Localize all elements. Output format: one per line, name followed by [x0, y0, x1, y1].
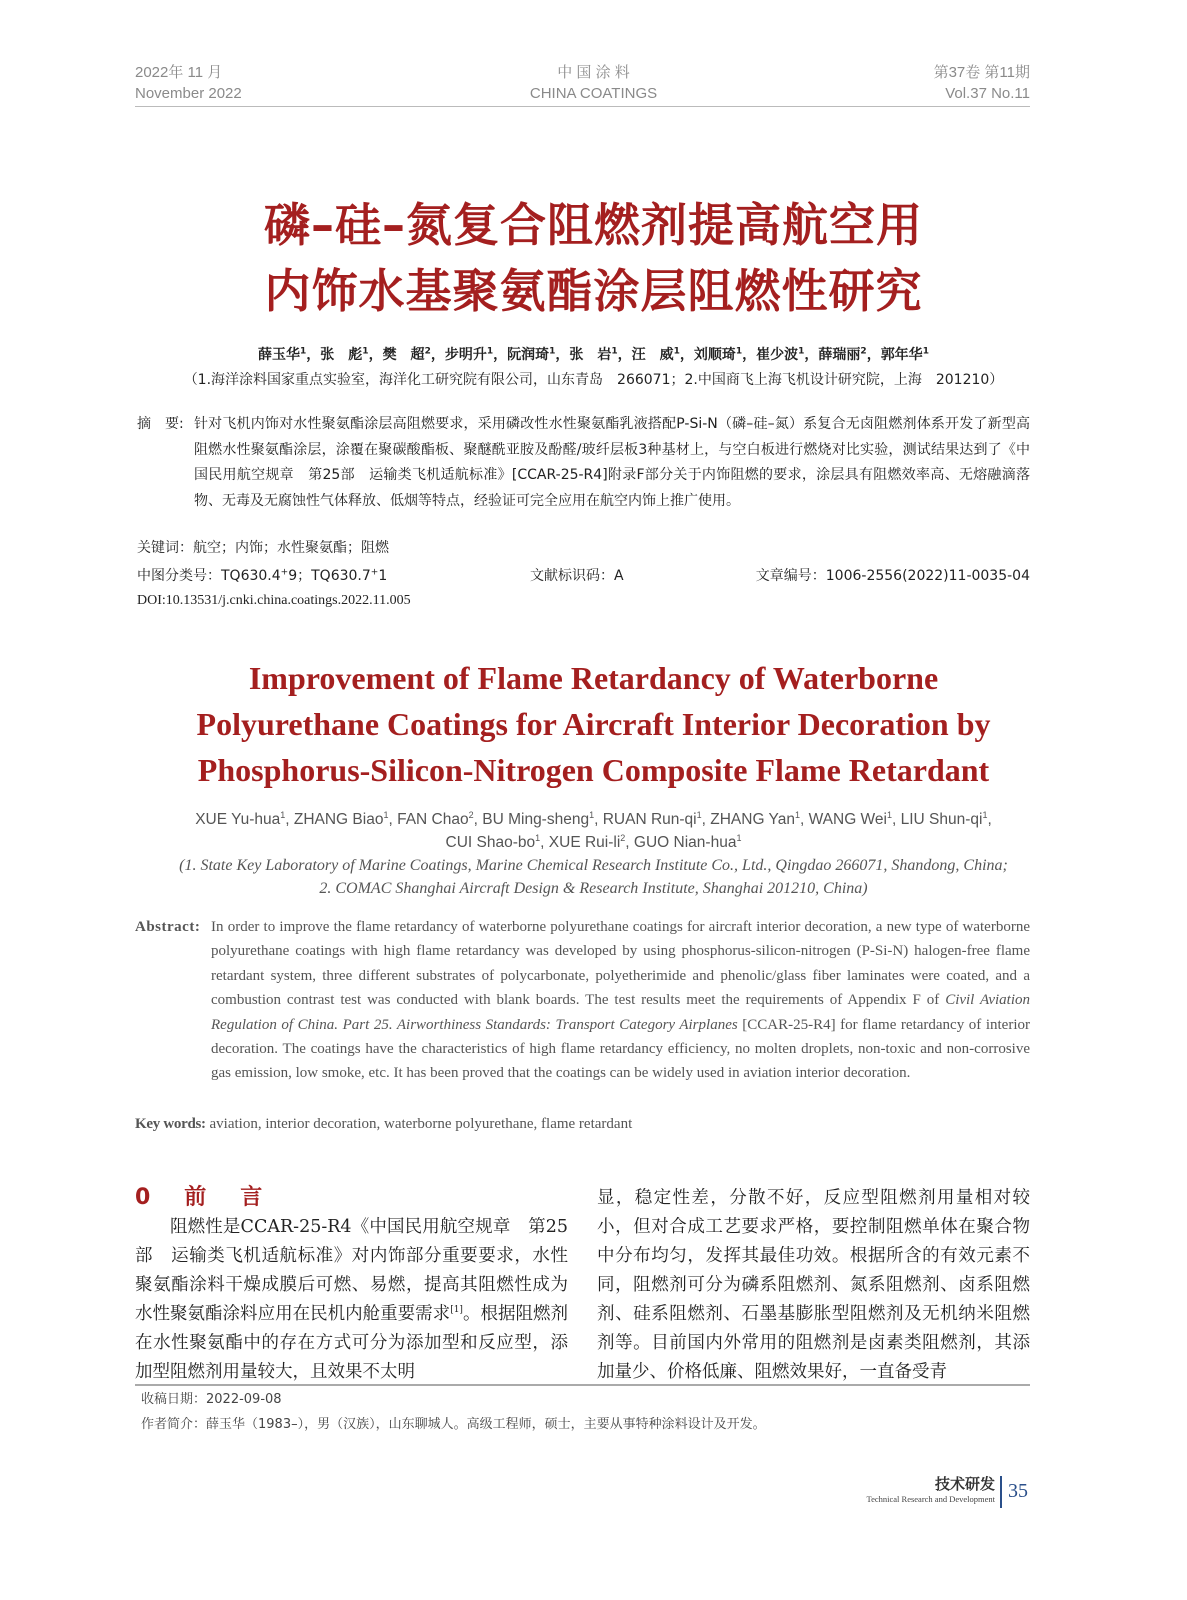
author — [634, 834, 742, 851]
clc-code: TQ630.4 — [221, 568, 281, 584]
author-name: 崔少波 — [756, 347, 799, 363]
cn-affiliation: （1.海洋涂料国家重点实验室，海洋化工研究院有限公司，山东青岛 266071；2.中国商飞上海飞机设计研究院，上海 201210） — [183, 372, 1004, 388]
author-affiliation-mark: 1 — [922, 346, 929, 357]
author-name: ZHANG Yan — [710, 811, 795, 828]
author-name: CUI Shao-bo — [445, 834, 536, 851]
cn-article-number: 文章编号：1006-2556(2022)11-0035-04 — [755, 568, 1030, 584]
author-affiliation-mark: 1 — [589, 809, 595, 820]
en-abstract-part: In order to improve the flame retardancy of waterborne polyurethane coatings for aircraft interior decoration, a new type of waterborne polyurethane coatings with high flame retardancy was developed by using phosphorus-silicon-nitrogen (P-Si-N) halogen-free flame retardant system, three different substrates of polycarbonate, polyetherimide and phenolic/glass fiber laminates were coated, and a combustion contrast test was conducted with blank boards. The test results meet the requirements of Appendix F of — [211, 919, 1030, 1009]
author-name: XUE Yu-hua — [195, 811, 281, 828]
cn-document-code: 文献标识码：A — [530, 568, 624, 584]
en-affiliation-line: (1. State Key Laboratory of Marine Coatings, Marine Chemical Research Institute Co., Ltd., Qingdao 266071, Shandong, China; — [179, 857, 1008, 874]
footnote-divider — [135, 1384, 1030, 1386]
body-text: 。根据阻燃剂在水性聚氨酯中的存在方式可分为添加型和反应型，添加型阻燃剂用量较大，且效果不太明 — [135, 1304, 568, 1382]
clc-sup: + — [370, 567, 379, 578]
en-keywords-text: aviation, interior decoration, waterborne polyurethane, flame retardant — [209, 1116, 633, 1132]
author: WANG Wei$^1$, — [808, 809, 901, 828]
en-abstract-citation: Civil Aviation Regulation of China. Part 25. Airworthiness Standards: Transport Category Airplanes — [211, 992, 1031, 1033]
section-heading: 0 前 言 — [135, 1185, 269, 1210]
cn-abstract — [137, 412, 1030, 514]
doi[interactable]: DOI:10.13531/j.cnki.china.coatings.2022.11.005 — [137, 593, 411, 608]
en-authors-line — [100, 831, 1087, 854]
author: 阮润琦$^1$， — [507, 346, 570, 363]
author-affiliation-mark: 1 — [794, 809, 800, 820]
author: 崔少波$^1$， — [756, 346, 819, 363]
footnote-received: 收稿日期：2022-09-08 — [141, 1392, 282, 1407]
cn-title — [100, 192, 1087, 324]
cn-keywords: 关键词：航空；内饰；水性聚氨酯；阻燃 — [137, 540, 389, 556]
author-name: 张 彪 — [320, 347, 363, 363]
author: 薛玉华$^1$， — [258, 346, 321, 363]
page-number: 35 — [1008, 1480, 1028, 1502]
en-abstract-part: [CCAR-25-R4] for flame retardancy of interior decoration. The coatings have the characteristics of high flame retardancy efficiency, no molten droplets, non-toxic and non-corrosive gas emission, low smoke, etc. It has been proved that the coatings can be widely used in aviation interior decoration. — [211, 1016, 1030, 1082]
footer-section — [866, 1474, 995, 1504]
author-affiliation-mark: 1 — [673, 346, 680, 357]
author: 步明升$^1$， — [444, 346, 508, 363]
author-name: 郭年华 — [880, 347, 923, 363]
cn-abstract-label: 摘 要: — [137, 416, 184, 432]
author-name: ZHANG Biao — [293, 811, 384, 828]
clc-label: 中图分类号： — [137, 568, 221, 584]
author-affiliation-mark: 1 — [798, 346, 805, 357]
en-title — [80, 655, 1107, 793]
en-title-line: Polyurethane Coatings for Aircraft Interior Decoration by — [196, 706, 991, 742]
author-name: RUAN Run-qi — [602, 811, 697, 828]
author-name: WANG Wei — [808, 811, 887, 828]
cn-title-line: 内饰水基聚氨酯涂层阻燃性研究 — [264, 264, 923, 318]
author-name: FAN Chao — [397, 811, 469, 828]
header-date-en: November 2022 — [135, 85, 242, 102]
en-keywords-label: Key words: — [135, 1116, 206, 1132]
en-affiliation — [100, 854, 1087, 900]
author-affiliation-mark: 2 — [424, 346, 431, 357]
en-abstract-text — [211, 915, 1030, 1086]
author: CUI Shao-$bo^1$, — [445, 832, 549, 851]
header-divider — [135, 106, 1030, 107]
citation-ref[interactable]: [1] — [450, 1305, 463, 1316]
en-title-line: Phosphorus-Silicon-Nitrogen Composite Flame Retardant — [197, 752, 990, 788]
author: 张 彪$^1$， — [320, 346, 383, 363]
author-affiliation-mark: 1 — [982, 809, 988, 820]
author-affiliation-mark: 1 — [362, 346, 369, 357]
author-affiliation-mark: 1 — [280, 809, 286, 820]
cn-clc — [137, 564, 387, 588]
author: BU Ming-sheng$^1$, — [482, 809, 603, 828]
author: 张 岩$^1$， — [569, 346, 632, 363]
author-name: 张 岩 — [569, 347, 612, 363]
author-affiliation-mark: 2 — [620, 832, 626, 843]
author: XUE Yu-hua$^1$, — [195, 809, 294, 828]
author-affiliation-mark: 1 — [735, 346, 743, 357]
author: 薛瑞丽$^2$， — [818, 346, 881, 363]
clc-sup: + — [280, 567, 289, 578]
author-name: 步明升 — [444, 347, 487, 363]
author-affiliation-mark: 2 — [468, 809, 474, 820]
author-name: 薛瑞丽 — [818, 347, 861, 363]
author-name: LIU Shun-qi — [900, 811, 983, 828]
header-issue-cn: 第37卷 第11期 — [933, 64, 1030, 81]
author-affiliation-mark: 1 — [383, 809, 389, 820]
footnote-author-bio: 作者简介：薛玉华（1983–），男（汉族），山东聊城人。高级工程师，硕士，主要从事特种涂料设计及开发。 — [141, 1417, 766, 1432]
author-name: XUE Rui-li — [548, 834, 621, 851]
en-title-line: Improvement of Flame Retardancy of Waterborne — [248, 660, 939, 696]
author-name: 樊 超 — [382, 347, 425, 363]
author: ZHANG Yan$^1$, — [710, 809, 809, 828]
header-date-cn: 2022年 11 月 — [135, 64, 223, 81]
header-journal-cn: 中 国 涂 料 — [557, 64, 630, 81]
author: 汪 威$^1$， — [631, 346, 694, 363]
body-text: 阻燃性是CCAR-25-R4《中国民用航空规章 第25部 运输类飞机适航标准》对内饰部分重要要求，水性聚氨酯涂料干燥成膜后可燃、易燃，提高其阻燃性成为水性聚氨酯涂料应用在民机内舱重要需求 — [135, 1217, 568, 1324]
footer-section-en: Technical Research and Development — [866, 1494, 995, 1504]
header-issue — [934, 62, 1030, 104]
en-affiliation-line: 2. COMAC Shanghai Aircraft Design & Research Institute, Shanghai 201210, China) — [319, 880, 868, 897]
author-name: BU Ming-sheng — [482, 811, 590, 828]
en-abstract — [135, 915, 1030, 1086]
en-keywords — [135, 1112, 632, 1136]
header-date — [135, 62, 242, 104]
clc-code: TQ630.7 — [311, 568, 371, 584]
header-issue-en: Vol.37 No.11 — [945, 85, 1030, 102]
author: 樊 超$^2$， — [382, 346, 445, 363]
author — [901, 811, 988, 828]
author-affiliation-mark: 1 — [736, 832, 742, 843]
author-name: 汪 威 — [631, 347, 674, 363]
author-affiliation-mark: 1 — [535, 832, 541, 843]
author-name: 阮润琦 — [507, 347, 550, 363]
en-abstract-label: Abstract: — [135, 919, 201, 935]
author-name: 刘顺琦 — [693, 347, 736, 363]
author-affiliation-mark: 1 — [886, 809, 892, 820]
body-column-left — [135, 1213, 568, 1387]
author-name: 薛玉华 — [258, 347, 301, 363]
author: RUAN Run-$qi^1$, — [602, 809, 711, 828]
clc-tail: 1 — [378, 568, 388, 584]
author: XUE Rui-$li^2$, — [548, 832, 634, 851]
author-name: GUO Nian-hua — [633, 834, 737, 851]
author: FAN Chao$^2$, — [397, 809, 483, 828]
en-authors — [100, 808, 1087, 854]
footer-section-cn: 技术研发 — [934, 1475, 995, 1493]
body-column-right: 显，稳定性差，分散不好，反应型阻燃剂用量相对较小，但对合成工艺要求严格，要控制阻燃单体在聚合物中分布均匀，发挥其最佳功效。根据所含的有效元素不同，阻燃剂可分为磷系阻燃剂、氮系阻燃剂、卤系阻燃剂、硅系阻燃剂、石墨基膨胀型阻燃剂及无机纳米阻燃剂等。目前国内外常用的阻燃剂是卤素类阻燃剂，其添加量少、价格低廉、阻燃效果好，一直备受青 — [597, 1188, 1030, 1382]
clc-tail: 9； — [288, 568, 312, 584]
author-affiliation-mark: 1 — [696, 809, 702, 820]
author-affiliation-mark: 1 — [300, 346, 307, 357]
author — [881, 347, 929, 363]
header-journal — [480, 62, 707, 104]
header-journal-en: CHINA COATINGS — [529, 85, 658, 102]
author: 刘顺琦$^1$， — [693, 346, 757, 363]
author-affiliation-mark: 1 — [549, 346, 556, 357]
author: ZHANG Biao$^1$, — [293, 809, 398, 828]
footer-divider — [1000, 1476, 1002, 1508]
en-authors-line: XUE Yu-hua$^1$, ZHANG Biao$^1$, FAN Chao$^2$, BU Ming-sheng$^1$, RUAN Run-$qi^1$, ZHANG Yan$^1$, WANG Wei$^1$, LIU Shun-$qi^1$, — [195, 809, 992, 828]
author-affiliation-mark: 1 — [611, 346, 618, 357]
cn-title-line: 磷–硅–氮复合阻燃剂提高航空用 — [264, 198, 923, 252]
author-affiliation-mark: 1 — [486, 346, 494, 357]
cn-authors — [100, 343, 1087, 367]
author-affiliation-mark: 2 — [860, 346, 867, 357]
cn-abstract-text: 针对飞机内饰对水性聚氨酯涂层高阻燃要求，采用磷改性水性聚氨酯乳液搭配P-Si-N（磷–硅–氮）系复合无卤阻燃剂体系开发了新型高阻燃水性聚氨酯涂层，涂覆在聚碳酸酯板、聚醚酰亚胺及酚醛/玻纤层板3种基材上，与空白板进行燃烧对比实验，测试结果达到了《中国民用航空规章 第25部 运输类飞机适航标准》[CCAR-25-R4]附录F部分关于内饰阻燃的要求，涂层具有阻燃效率高、无熔融滴落物、无毒及无腐蚀性气体释放、低烟等特点，经验证可完全应用在航空内饰上推广使用。 — [194, 416, 1030, 509]
